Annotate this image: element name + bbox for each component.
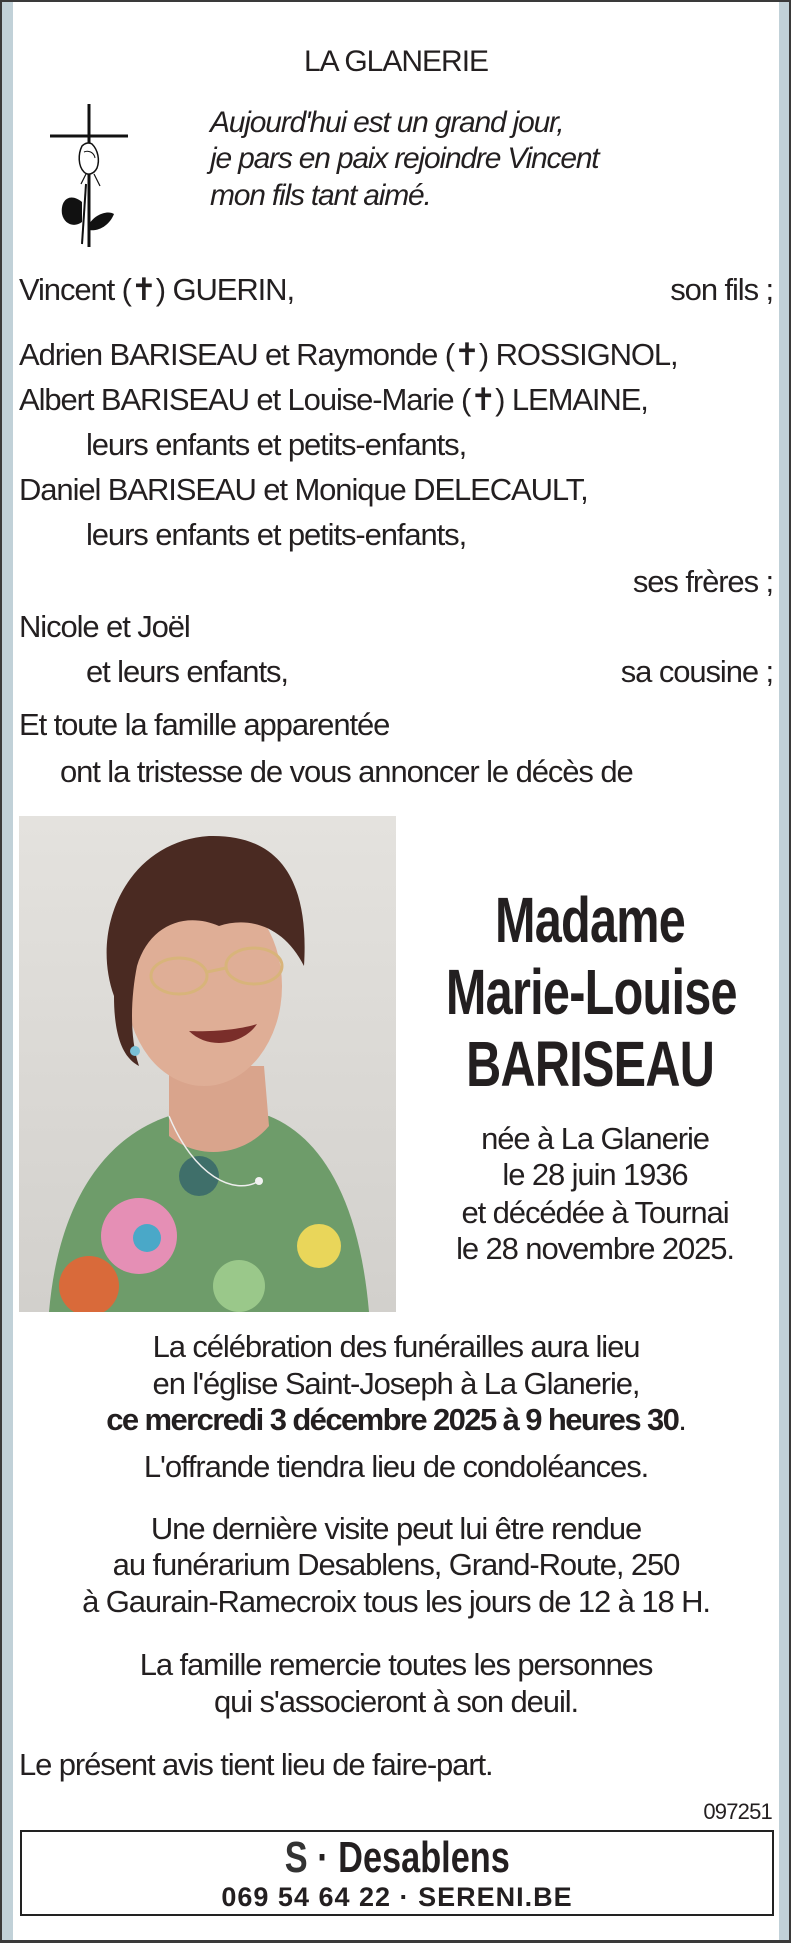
deceased-last-name: BARISEAU <box>466 1028 714 1100</box>
funeral-home-box <box>20 1830 774 1916</box>
visit-line-2: au funérarium Desablens, Grand-Route, 250 <box>112 1547 680 1582</box>
notice-text: Le présent avis tient lieu de faire-part. <box>19 1747 493 1782</box>
epitaph-line-2: je pars en paix rejoindre Vincent <box>210 142 599 175</box>
epitaph-line-3: mon fils tant aimé. <box>210 179 431 212</box>
logo-separator: · <box>316 1833 329 1882</box>
family-cousin-children: et leurs enfants, <box>86 654 288 689</box>
funeral-date-bold: ce mercredi 3 décembre 2025 à 9 heures 30 <box>106 1402 679 1437</box>
birth-place: née à La Glanerie <box>481 1121 709 1156</box>
birth-date: le 28 juin 1936 <box>502 1157 688 1192</box>
epitaph-line-1: Aujourd'hui est un grand jour, <box>210 106 564 139</box>
contact-separator: · <box>399 1882 410 1912</box>
visit-line-1: Une dernière visite peut lui être rendue <box>150 1511 642 1546</box>
locality-heading: LA GLANERIE <box>303 45 489 78</box>
funeral-home-phone: 069 54 64 22 <box>221 1882 392 1912</box>
family-extended: Et toute la famille apparentée <box>19 707 390 742</box>
death-place: et décédée à Tournai <box>461 1195 729 1230</box>
funeral-home-name: Desablens <box>337 1833 510 1882</box>
family-cousin-relation: sa cousine ; <box>620 654 773 689</box>
announcement-line: ont la tristesse de vous annoncer le décès de <box>60 754 633 789</box>
funeral-line-1: La célébration des funérailles aura lieu <box>152 1329 640 1364</box>
offering-note: L'offrande tiendra lieu de condoléances. <box>143 1449 649 1484</box>
cross-with-rose-icon <box>48 104 130 250</box>
deceased-title: Madame <box>494 884 686 956</box>
funeral-home-contact <box>22 1884 772 1911</box>
funeral-home-logo <box>22 1833 772 1882</box>
family-cousin: Nicole et Joël <box>19 609 190 644</box>
family-son-name: Vincent (✝) GUERIN, <box>19 272 294 307</box>
funeral-date-suffix: . <box>678 1402 686 1437</box>
death-date: le 28 novembre 2025. <box>456 1231 734 1266</box>
reference-number: 097251 <box>703 1799 772 1824</box>
family-brother-2: Albert BARISEAU et Louise-Marie (✝) LEMAINE, <box>19 382 648 417</box>
funeral-date <box>13 1404 779 1435</box>
family-brothers-relation: ses frères ; <box>632 564 773 599</box>
visit-line-3: à Gaurain-Ramecroix tous les jours de 12 à 18 H. <box>82 1584 710 1619</box>
family-descendants-1: leurs enfants et petits-enfants, <box>86 427 467 462</box>
family-brother-1: Adrien BARISEAU et Raymonde (✝) ROSSIGNOL, <box>19 337 678 372</box>
right-side-strip <box>779 2 789 1940</box>
funeral-line-2: en l'église Saint-Joseph à La Glanerie, <box>152 1366 640 1401</box>
family-descendants-2: leurs enfants et petits-enfants, <box>86 517 467 552</box>
left-side-strip <box>2 2 13 1940</box>
thanks-line-1: La famille remercie toutes les personnes <box>139 1647 653 1682</box>
deceased-first-name: Marie-Louise <box>445 956 737 1028</box>
family-son-relation: son fils ; <box>670 272 773 307</box>
family-brother-3: Daniel BARISEAU et Monique DELECAULT, <box>19 472 588 507</box>
funeral-home-website: SERENI.BE <box>418 1882 573 1912</box>
funeral-home-logo-mark: S <box>284 1833 308 1882</box>
thanks-line-2: qui s'associeront à son deuil. <box>213 1684 579 1719</box>
deceased-photo <box>19 816 396 1312</box>
